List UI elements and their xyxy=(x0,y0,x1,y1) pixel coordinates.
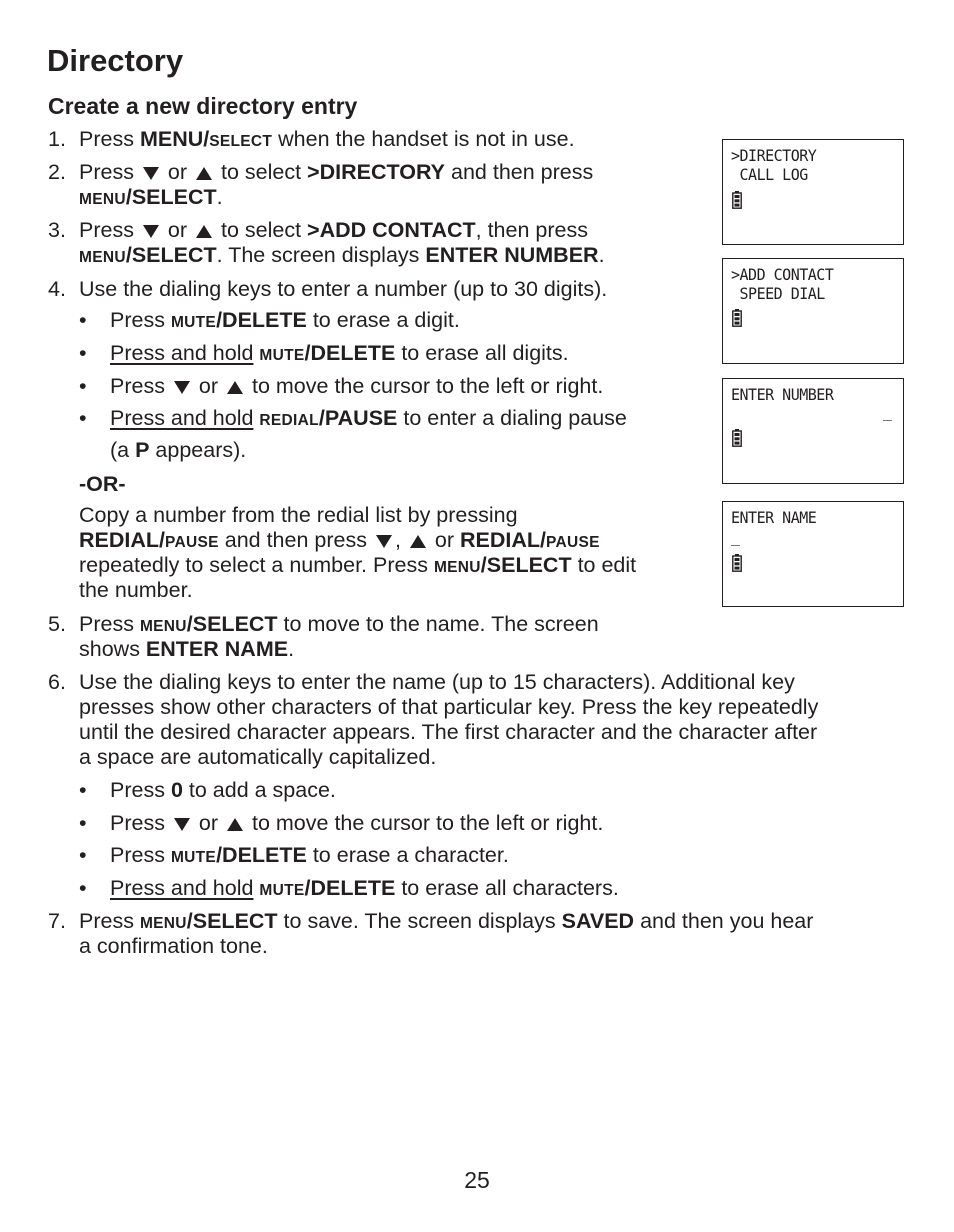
battery-icon xyxy=(732,191,742,209)
step-2-cont: MENU/SELECT. xyxy=(79,185,223,209)
step-6-bullet-2: Press or to move the cursor to the left or right. xyxy=(110,811,604,835)
bullet: • xyxy=(79,374,87,398)
lcd-line-2: CALL LOG xyxy=(731,165,808,185)
lcd-line-1: ENTER NAME xyxy=(731,508,817,528)
step-4-bullet-3: Press or to move the cursor to the left or right. xyxy=(110,374,604,398)
bullet: • xyxy=(79,308,87,332)
step-2: Press or to select >DIRECTORY and then press xyxy=(79,160,594,184)
step-6-line-1: Use the dialing keys to enter the name (up to 15 characters). Additional key xyxy=(79,670,795,694)
up-triangle-icon xyxy=(196,225,212,238)
down-triangle-icon xyxy=(174,381,190,394)
bullet: • xyxy=(79,778,87,802)
step-number: 3. xyxy=(48,218,66,242)
down-triangle-icon xyxy=(143,225,159,238)
up-triangle-icon xyxy=(227,818,243,831)
step-3-cont: MENU/SELECT. The screen displays ENTER NUMBER. xyxy=(79,243,605,267)
step-number: 4. xyxy=(48,277,66,301)
up-triangle-icon xyxy=(410,535,426,548)
step-number: 5. xyxy=(48,612,66,636)
step-3: Press or to select >ADD CONTACT, then press xyxy=(79,218,588,242)
section-heading: Create a new directory entry xyxy=(48,93,358,119)
step-number: 6. xyxy=(48,670,66,694)
lcd-screen-directory xyxy=(722,139,904,245)
step-7: Press MENU/SELECT to save. The screen displays SAVED and then you hear xyxy=(79,909,814,933)
step-number: 1. xyxy=(48,127,66,151)
lcd-screen-enter-name xyxy=(722,501,904,607)
page-title: Directory xyxy=(47,43,184,78)
step-4: Use the dialing keys to enter a number (up to 30 digits). xyxy=(79,277,608,301)
bullet: • xyxy=(79,843,87,867)
step-number: 2. xyxy=(48,160,66,184)
bullet: • xyxy=(79,406,87,430)
copy-line-4: the number. xyxy=(79,578,193,602)
lcd-screen-enter-number xyxy=(722,378,904,484)
step-6-line-3: until the desired character appears. The first character and the character after xyxy=(79,720,818,744)
step-1: Press MENU/SELECT when the handset is not in use. xyxy=(79,127,575,151)
lcd-cursor: _ xyxy=(883,402,892,422)
down-triangle-icon xyxy=(174,818,190,831)
lcd-line-2: SPEED DIAL xyxy=(731,284,825,304)
step-6-line-2: presses show other characters of that particular key. Press the key repeatedly xyxy=(79,695,819,719)
step-4-bullet-1: Press MUTE/DELETE to erase a digit. xyxy=(110,308,460,332)
step-number: 7. xyxy=(48,909,66,933)
step-4-bullet-4-cont: (a P appears). xyxy=(110,438,247,462)
page-number: 25 xyxy=(464,1167,490,1193)
copy-line-2: REDIAL/PAUSE and then press , or REDIAL/PAUSE xyxy=(79,528,600,552)
step-6-bullet-1: Press 0 to add a space. xyxy=(110,778,336,802)
lcd-screen-add-contact xyxy=(722,258,904,364)
step-6-bullet-3: Press MUTE/DELETE to erase a character. xyxy=(110,843,509,867)
battery-icon xyxy=(732,309,742,327)
lcd-line-1: >ADD CONTACT xyxy=(731,265,834,285)
step-7-cont: a confirmation tone. xyxy=(79,934,268,958)
lcd-line-1: >DIRECTORY xyxy=(731,146,817,166)
bullet: • xyxy=(79,876,87,900)
step-5: Press MENU/SELECT to move to the name. The screen xyxy=(79,612,599,636)
up-triangle-icon xyxy=(196,167,212,180)
down-triangle-icon xyxy=(376,535,392,548)
battery-icon xyxy=(732,429,742,447)
step-4-bullet-2: Press and hold MUTE/DELETE to erase all digits. xyxy=(110,341,569,365)
step-6-bullet-4: Press and hold MUTE/DELETE to erase all characters. xyxy=(110,876,619,900)
battery-icon xyxy=(732,554,742,572)
down-triangle-icon xyxy=(143,167,159,180)
step-4-bullet-4: Press and hold REDIAL/PAUSE to enter a dialing pause xyxy=(110,406,627,430)
lcd-cursor: _ xyxy=(731,527,740,547)
bullet: • xyxy=(79,341,87,365)
bullet: • xyxy=(79,811,87,835)
lcd-line-1: ENTER NUMBER xyxy=(731,385,834,405)
copy-line-1: Copy a number from the redial list by pressing xyxy=(79,503,518,527)
copy-line-3: repeatedly to select a number. Press MENU/SELECT to edit xyxy=(79,553,637,577)
or-label: -OR- xyxy=(79,472,126,496)
step-6-line-4: a space are automatically capitalized. xyxy=(79,745,437,769)
step-5-cont: shows ENTER NAME. xyxy=(79,637,295,661)
up-triangle-icon xyxy=(227,381,243,394)
